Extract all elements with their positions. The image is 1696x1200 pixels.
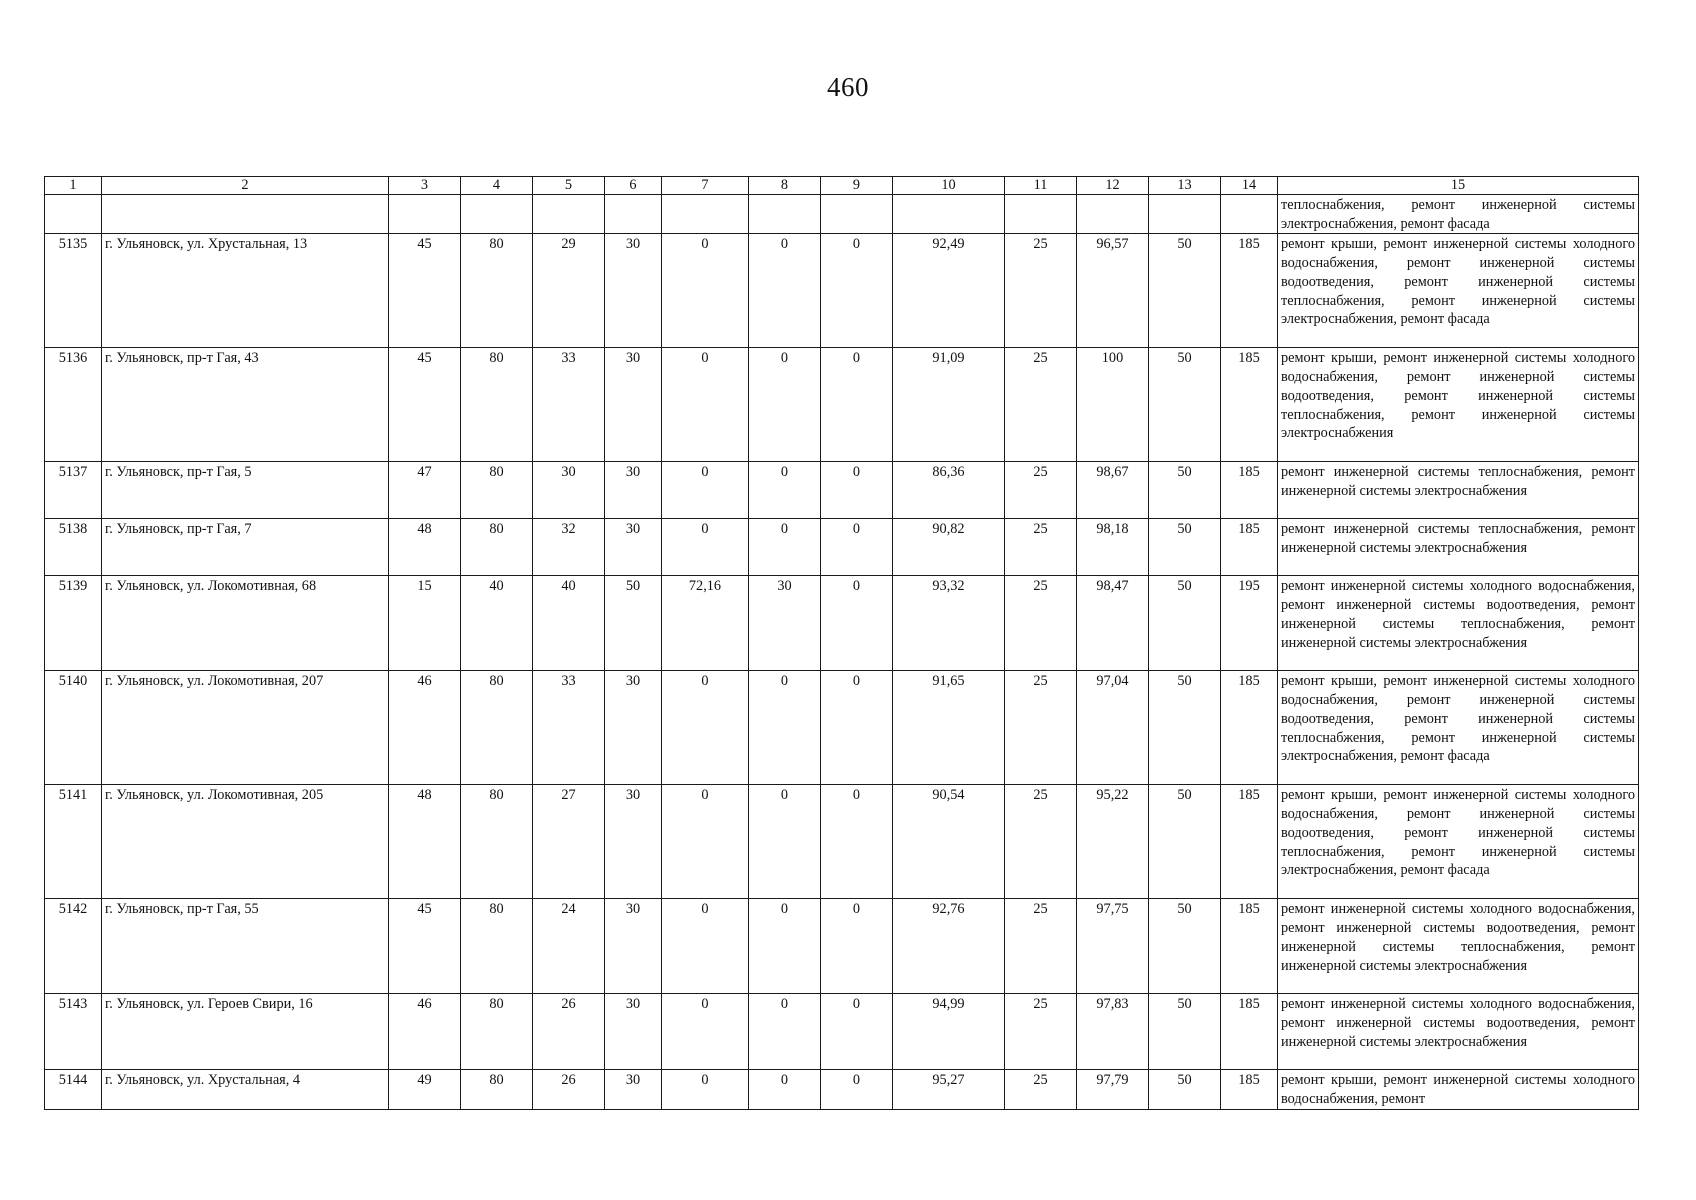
address-cell: г. Ульяновск, пр-т Гая, 5	[102, 462, 389, 519]
value-cell-c6: 30	[605, 462, 662, 519]
value-cell-c14: 185	[1221, 785, 1278, 899]
value-cell-c8: 0	[749, 462, 821, 519]
value-cell-c9: 0	[821, 1070, 893, 1109]
value-cell-c11: 25	[1005, 234, 1077, 348]
value-cell-c14: 195	[1221, 576, 1278, 671]
value-cell-c4: 40	[461, 576, 533, 671]
address-cell: г. Ульяновск, ул. Локомотивная, 205	[102, 785, 389, 899]
value-cell-c12: 97,83	[1077, 994, 1149, 1070]
value-cell-c11: 25	[1005, 785, 1077, 899]
value-cell-c4: 80	[461, 994, 533, 1070]
column-header: 1	[45, 177, 102, 195]
value-cell-c13: 50	[1149, 899, 1221, 994]
value-cell-c8: 0	[749, 348, 821, 462]
works-description: ремонт крыши, ремонт инженерной системы холодного водоснабжения, ремонт инженерной системы водоотведения, ремонт инженерной системы теплоснабжения, ремонт инженерной системы электроснабжения, ремонт фасада	[1278, 234, 1639, 348]
value-cell-c14: 185	[1221, 671, 1278, 785]
value-cell-c8: 0	[749, 1070, 821, 1109]
column-header: 7	[662, 177, 749, 195]
value-cell-c5: 30	[533, 462, 605, 519]
column-header: 6	[605, 177, 662, 195]
value-cell-c5: 32	[533, 519, 605, 576]
value-cell-c10: 90,82	[893, 519, 1005, 576]
value-cell-c13: 50	[1149, 671, 1221, 785]
table-row	[45, 462, 1639, 519]
value-cell-c10: 91,09	[893, 348, 1005, 462]
value-cell-c12: 97,75	[1077, 899, 1149, 994]
value-cell-c5: 26	[533, 1070, 605, 1109]
works-description: ремонт крыши, ремонт инженерной системы холодного водоснабжения, ремонт инженерной системы водоотведения, ремонт инженерной системы теплоснабжения, ремонт инженерной системы электроснабжения, ремонт фасада	[1278, 671, 1639, 785]
value-cell-c4: 80	[461, 462, 533, 519]
value-cell-c10: 92,49	[893, 234, 1005, 348]
value-cell-c7: 0	[662, 785, 749, 899]
value-cell-c8: 30	[749, 576, 821, 671]
value-cell-c14: 185	[1221, 462, 1278, 519]
address-cell: г. Ульяновск, ул. Хрустальная, 4	[102, 1070, 389, 1109]
row-number: 5137	[45, 462, 102, 519]
value-cell-c7: 72,16	[662, 576, 749, 671]
value-cell-c9: 0	[821, 576, 893, 671]
value-cell-c5: 27	[533, 785, 605, 899]
works-description: ремонт инженерной системы теплоснабжения, ремонт инженерной системы электроснабжения	[1278, 462, 1639, 519]
page-number: 460	[827, 72, 869, 102]
value-cell-c8: 0	[749, 899, 821, 994]
value-cell-c3: 48	[389, 519, 461, 576]
value-cell-c5: 33	[533, 348, 605, 462]
column-header: 9	[821, 177, 893, 195]
value-cell-c13: 50	[1149, 994, 1221, 1070]
value-cell-c7: 0	[662, 462, 749, 519]
value-cell-c5: 40	[533, 576, 605, 671]
value-cell-c6: 30	[605, 519, 662, 576]
value-cell-c13: 50	[1149, 576, 1221, 671]
column-header: 14	[1221, 177, 1278, 195]
value-cell-c14: 185	[1221, 519, 1278, 576]
value-cell-c3: 45	[389, 234, 461, 348]
continuation-row	[45, 195, 1639, 234]
works-description: ремонт крыши, ремонт инженерной системы холодного водоснабжения, ремонт	[1278, 1070, 1639, 1109]
value-cell-c9: 0	[821, 348, 893, 462]
value-cell-c4: 80	[461, 348, 533, 462]
value-cell-c14: 185	[1221, 234, 1278, 348]
value-cell-c10: 90,54	[893, 785, 1005, 899]
column-header: 5	[533, 177, 605, 195]
value-cell-c8: 0	[749, 994, 821, 1070]
value-cell-c12: 95,22	[1077, 785, 1149, 899]
value-cell-c3: 45	[389, 348, 461, 462]
value-cell-c4: 80	[461, 671, 533, 785]
column-header: 13	[1149, 177, 1221, 195]
value-cell-c11: 25	[1005, 899, 1077, 994]
table-row	[45, 994, 1639, 1070]
value-cell-c9: 0	[821, 899, 893, 994]
works-description: ремонт крыши, ремонт инженерной системы холодного водоснабжения, ремонт инженерной системы водоотведения, ремонт инженерной системы теплоснабжения, ремонт инженерной системы электроснабжения, ремонт фасада	[1278, 785, 1639, 899]
value-cell-c8: 0	[749, 234, 821, 348]
value-cell-c5: 26	[533, 994, 605, 1070]
value-cell-c6: 30	[605, 994, 662, 1070]
value-cell-c6: 30	[605, 234, 662, 348]
works-description: ремонт инженерной системы теплоснабжения, ремонт инженерной системы электроснабжения	[1278, 519, 1639, 576]
value-cell-c4: 80	[461, 234, 533, 348]
value-cell-c12: 97,04	[1077, 671, 1149, 785]
value-cell-c3: 46	[389, 671, 461, 785]
column-header: 8	[749, 177, 821, 195]
address-cell: г. Ульяновск, ул. Локомотивная, 68	[102, 576, 389, 671]
value-cell-c6: 30	[605, 899, 662, 994]
row-number: 5142	[45, 899, 102, 994]
value-cell-c10: 95,27	[893, 1070, 1005, 1109]
value-cell-c9: 0	[821, 519, 893, 576]
value-cell-c10: 92,76	[893, 899, 1005, 994]
value-cell-c12: 98,47	[1077, 576, 1149, 671]
value-cell-c11: 25	[1005, 462, 1077, 519]
address-cell: г. Ульяновск, пр-т Гая, 43	[102, 348, 389, 462]
value-cell-c6: 30	[605, 785, 662, 899]
address-cell: г. Ульяновск, ул. Локомотивная, 207	[102, 671, 389, 785]
value-cell-c5: 33	[533, 671, 605, 785]
works-table	[44, 176, 1639, 1110]
value-cell-c5: 24	[533, 899, 605, 994]
column-header: 12	[1077, 177, 1149, 195]
column-header: 4	[461, 177, 533, 195]
value-cell-c7: 0	[662, 994, 749, 1070]
value-cell-c7: 0	[662, 234, 749, 348]
value-cell-c13: 50	[1149, 348, 1221, 462]
value-cell-c12: 98,18	[1077, 519, 1149, 576]
value-cell-c14: 185	[1221, 1070, 1278, 1109]
address-cell: г. Ульяновск, пр-т Гая, 7	[102, 519, 389, 576]
works-description: ремонт инженерной системы холодного водоснабжения, ремонт инженерной системы водоотведения, ремонт инженерной системы теплоснабжения, ремонт инженерной системы электроснабжения	[1278, 899, 1639, 994]
table-row	[45, 1070, 1639, 1109]
value-cell-c13: 50	[1149, 785, 1221, 899]
value-cell-c7: 0	[662, 1070, 749, 1109]
address-cell: г. Ульяновск, ул. Героев Свири, 16	[102, 994, 389, 1070]
value-cell-c6: 50	[605, 576, 662, 671]
value-cell-c9: 0	[821, 234, 893, 348]
table-row	[45, 234, 1639, 348]
value-cell-c5: 29	[533, 234, 605, 348]
value-cell-c11: 25	[1005, 576, 1077, 671]
value-cell-c7: 0	[662, 671, 749, 785]
row-number: 5143	[45, 994, 102, 1070]
value-cell-c7: 0	[662, 519, 749, 576]
value-cell-c13: 50	[1149, 234, 1221, 348]
value-cell-c14: 185	[1221, 348, 1278, 462]
value-cell-c3: 15	[389, 576, 461, 671]
value-cell-c7: 0	[662, 899, 749, 994]
value-cell-c3: 49	[389, 1070, 461, 1109]
value-cell-c9: 0	[821, 462, 893, 519]
value-cell-c12: 100	[1077, 348, 1149, 462]
column-header: 3	[389, 177, 461, 195]
value-cell-c4: 80	[461, 1070, 533, 1109]
row-number: 5144	[45, 1070, 102, 1109]
value-cell-c4: 80	[461, 899, 533, 994]
value-cell-c12: 98,67	[1077, 462, 1149, 519]
value-cell-c13: 50	[1149, 519, 1221, 576]
value-cell-c10: 86,36	[893, 462, 1005, 519]
table-row	[45, 785, 1639, 899]
value-cell-c11: 25	[1005, 671, 1077, 785]
value-cell-c13: 50	[1149, 462, 1221, 519]
value-cell-c10: 94,99	[893, 994, 1005, 1070]
works-description: ремонт крыши, ремонт инженерной системы холодного водоснабжения, ремонт инженерной системы водоотведения, ремонт инженерной системы теплоснабжения, ремонт инженерной системы электроснабжения	[1278, 348, 1639, 462]
table-row	[45, 519, 1639, 576]
value-cell-c9: 0	[821, 785, 893, 899]
column-header: 11	[1005, 177, 1077, 195]
address-cell: г. Ульяновск, ул. Хрустальная, 13	[102, 234, 389, 348]
value-cell-c4: 80	[461, 519, 533, 576]
value-cell-c11: 25	[1005, 519, 1077, 576]
works-description: теплоснабжения, ремонт инженерной системы электроснабжения, ремонт фасада	[1278, 195, 1639, 234]
column-header: 2	[102, 177, 389, 195]
column-header: 10	[893, 177, 1005, 195]
value-cell-c13: 50	[1149, 1070, 1221, 1109]
value-cell-c9: 0	[821, 994, 893, 1070]
value-cell-c7: 0	[662, 348, 749, 462]
value-cell-c3: 46	[389, 994, 461, 1070]
value-cell-c8: 0	[749, 785, 821, 899]
address-cell: г. Ульяновск, пр-т Гая, 55	[102, 899, 389, 994]
value-cell-c3: 45	[389, 899, 461, 994]
row-number: 5138	[45, 519, 102, 576]
value-cell-c6: 30	[605, 348, 662, 462]
row-number: 5139	[45, 576, 102, 671]
value-cell-c11: 25	[1005, 1070, 1077, 1109]
value-cell-c14: 185	[1221, 899, 1278, 994]
value-cell-c3: 48	[389, 785, 461, 899]
value-cell-c11: 25	[1005, 348, 1077, 462]
works-description: ремонт инженерной системы холодного водоснабжения, ремонт инженерной системы водоотведения, ремонт инженерной системы электроснабжения	[1278, 994, 1639, 1070]
table-row	[45, 899, 1639, 994]
row-number: 5135	[45, 234, 102, 348]
works-description: ремонт инженерной системы холодного водоснабжения, ремонт инженерной системы водоотведения, ремонт инженерной системы теплоснабжения, ремонт инженерной системы электроснабжения	[1278, 576, 1639, 671]
value-cell-c12: 96,57	[1077, 234, 1149, 348]
value-cell-c12: 97,79	[1077, 1070, 1149, 1109]
value-cell-c3: 47	[389, 462, 461, 519]
value-cell-c11: 25	[1005, 994, 1077, 1070]
value-cell-c9: 0	[821, 671, 893, 785]
value-cell-c14: 185	[1221, 994, 1278, 1070]
column-header: 15	[1278, 177, 1639, 195]
column-number-row	[45, 177, 1639, 195]
table-body	[45, 195, 1639, 1110]
table-row	[45, 671, 1639, 785]
table-row	[45, 576, 1639, 671]
value-cell-c8: 0	[749, 519, 821, 576]
row-number: 5136	[45, 348, 102, 462]
value-cell-c6: 30	[605, 1070, 662, 1109]
value-cell-c10: 91,65	[893, 671, 1005, 785]
value-cell-c10: 93,32	[893, 576, 1005, 671]
value-cell-c8: 0	[749, 671, 821, 785]
table-row	[45, 348, 1639, 462]
value-cell-c4: 80	[461, 785, 533, 899]
row-number: 5141	[45, 785, 102, 899]
value-cell-c6: 30	[605, 671, 662, 785]
row-number: 5140	[45, 671, 102, 785]
